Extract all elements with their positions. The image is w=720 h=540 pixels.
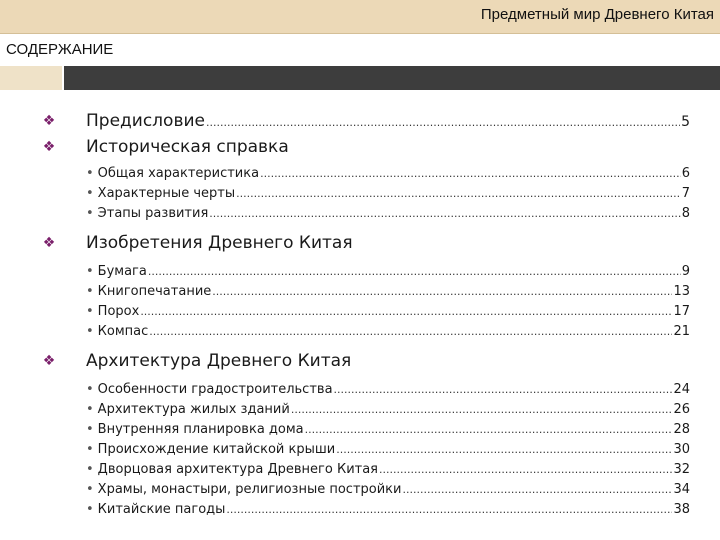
toc-subitem[interactable] (0, 302, 720, 322)
leader-dots (402, 483, 672, 496)
toc-page-number: 30 (673, 442, 690, 457)
leader-dots (206, 116, 680, 129)
toc-subitem[interactable] (0, 184, 720, 204)
toc-page-number: 5 (681, 114, 690, 130)
toc-page-number: 28 (673, 422, 690, 437)
toc-subitem[interactable] (0, 282, 720, 302)
toc-page-number: 13 (673, 284, 690, 299)
round-bullet-icon: • (86, 284, 94, 299)
toc-heading-title: Историческая справка (86, 137, 289, 157)
toc-subitem-title: Компас (97, 324, 149, 339)
leader-dots (140, 305, 672, 318)
leader-dots (334, 383, 673, 396)
toc-subitem[interactable] (0, 460, 720, 480)
toc-subitem[interactable] (0, 380, 720, 400)
toc-heading[interactable] (0, 230, 720, 256)
toc-heading-title: Архитектура Древнего Китая (86, 351, 352, 371)
toc-subitem-title: Порох (97, 304, 140, 319)
leader-dots (212, 285, 672, 298)
decorative-beige-box (0, 66, 62, 90)
toc-heading[interactable] (0, 134, 720, 160)
round-bullet-icon: • (86, 402, 94, 417)
toc-subitem-title: Бумага (97, 264, 147, 279)
diamond-quad-bullet-icon: ❖ (42, 353, 56, 369)
round-bullet-icon: • (86, 206, 94, 221)
diamond-quad-bullet-icon: ❖ (42, 139, 56, 155)
toc-subitem[interactable] (0, 500, 720, 520)
leader-dots (226, 503, 672, 516)
toc-page-number: 26 (673, 402, 690, 417)
toc-heading[interactable] (0, 108, 720, 134)
toc-subitem-title: Общая характеристика (97, 166, 260, 181)
leader-dots (379, 463, 672, 476)
round-bullet-icon: • (86, 482, 94, 497)
toc-subitem[interactable] (0, 440, 720, 460)
toc-page-number: 8 (681, 206, 690, 221)
round-bullet-icon: • (86, 422, 94, 437)
round-bullet-icon: • (86, 166, 94, 181)
leader-dots (291, 403, 673, 416)
toc-subitem-title: Особенности градостроительства (97, 382, 333, 397)
toc-page-number: 32 (673, 462, 690, 477)
toc-subitem-title: Происхождение китайской крыши (97, 442, 336, 457)
header-title: Предметный мир Древнего Китая (480, 6, 714, 23)
toc-page-number: 34 (673, 482, 690, 497)
toc-page-number: 6 (681, 166, 690, 181)
leader-dots (149, 325, 672, 338)
toc-subitem-title: Архитектура жилых зданий (97, 402, 290, 417)
leader-dots (236, 187, 681, 200)
toc-subitem-title: Китайские пагоды (97, 502, 226, 517)
leader-dots (148, 265, 681, 278)
toc-subitem[interactable] (0, 204, 720, 224)
toc-subitem-title: Этапы развития (97, 206, 209, 221)
toc-heading[interactable] (0, 348, 720, 374)
toc-subitem[interactable] (0, 262, 720, 282)
toc-page-number: 24 (673, 382, 690, 397)
round-bullet-icon: • (86, 462, 94, 477)
toc-subitem[interactable] (0, 420, 720, 440)
leader-dots (260, 167, 681, 180)
round-bullet-icon: • (86, 502, 94, 517)
round-bullet-icon: • (86, 442, 94, 457)
toc-subitem[interactable] (0, 322, 720, 342)
table-of-contents (0, 108, 720, 520)
toc-page-number: 9 (681, 264, 690, 279)
toc-heading-title: Изобретения Древнего Китая (86, 233, 353, 253)
round-bullet-icon: • (86, 186, 94, 201)
decorative-dark-bar (64, 66, 720, 90)
toc-page-number: 7 (681, 186, 690, 201)
section-title: СОДЕРЖАНИЕ (6, 41, 114, 58)
diamond-quad-bullet-icon: ❖ (42, 235, 56, 251)
toc-page-number: 38 (673, 502, 690, 517)
leader-dots (305, 423, 673, 436)
diamond-quad-bullet-icon: ❖ (42, 113, 56, 129)
toc-subitem-title: Характерные черты (97, 186, 236, 201)
toc-subitem-title: Книгопечатание (97, 284, 212, 299)
toc-subitem-title: Храмы, монастыри, религиозные постройки (97, 482, 402, 497)
toc-subitem[interactable] (0, 164, 720, 184)
leader-dots (209, 207, 680, 220)
round-bullet-icon: • (86, 324, 94, 339)
toc-subitem-title: Дворцовая архитектура Древнего Китая (97, 462, 378, 477)
round-bullet-icon: • (86, 304, 94, 319)
toc-subitem[interactable] (0, 480, 720, 500)
toc-page-number: 17 (673, 304, 690, 319)
leader-dots (336, 443, 672, 456)
toc-subitem-title: Внутренняя планировка дома (97, 422, 304, 437)
toc-page-number: 21 (673, 324, 690, 339)
round-bullet-icon: • (86, 382, 94, 397)
toc-subitem[interactable] (0, 400, 720, 420)
header-bar (0, 0, 720, 34)
toc-heading-title: Предисловие (86, 111, 205, 131)
round-bullet-icon: • (86, 264, 94, 279)
